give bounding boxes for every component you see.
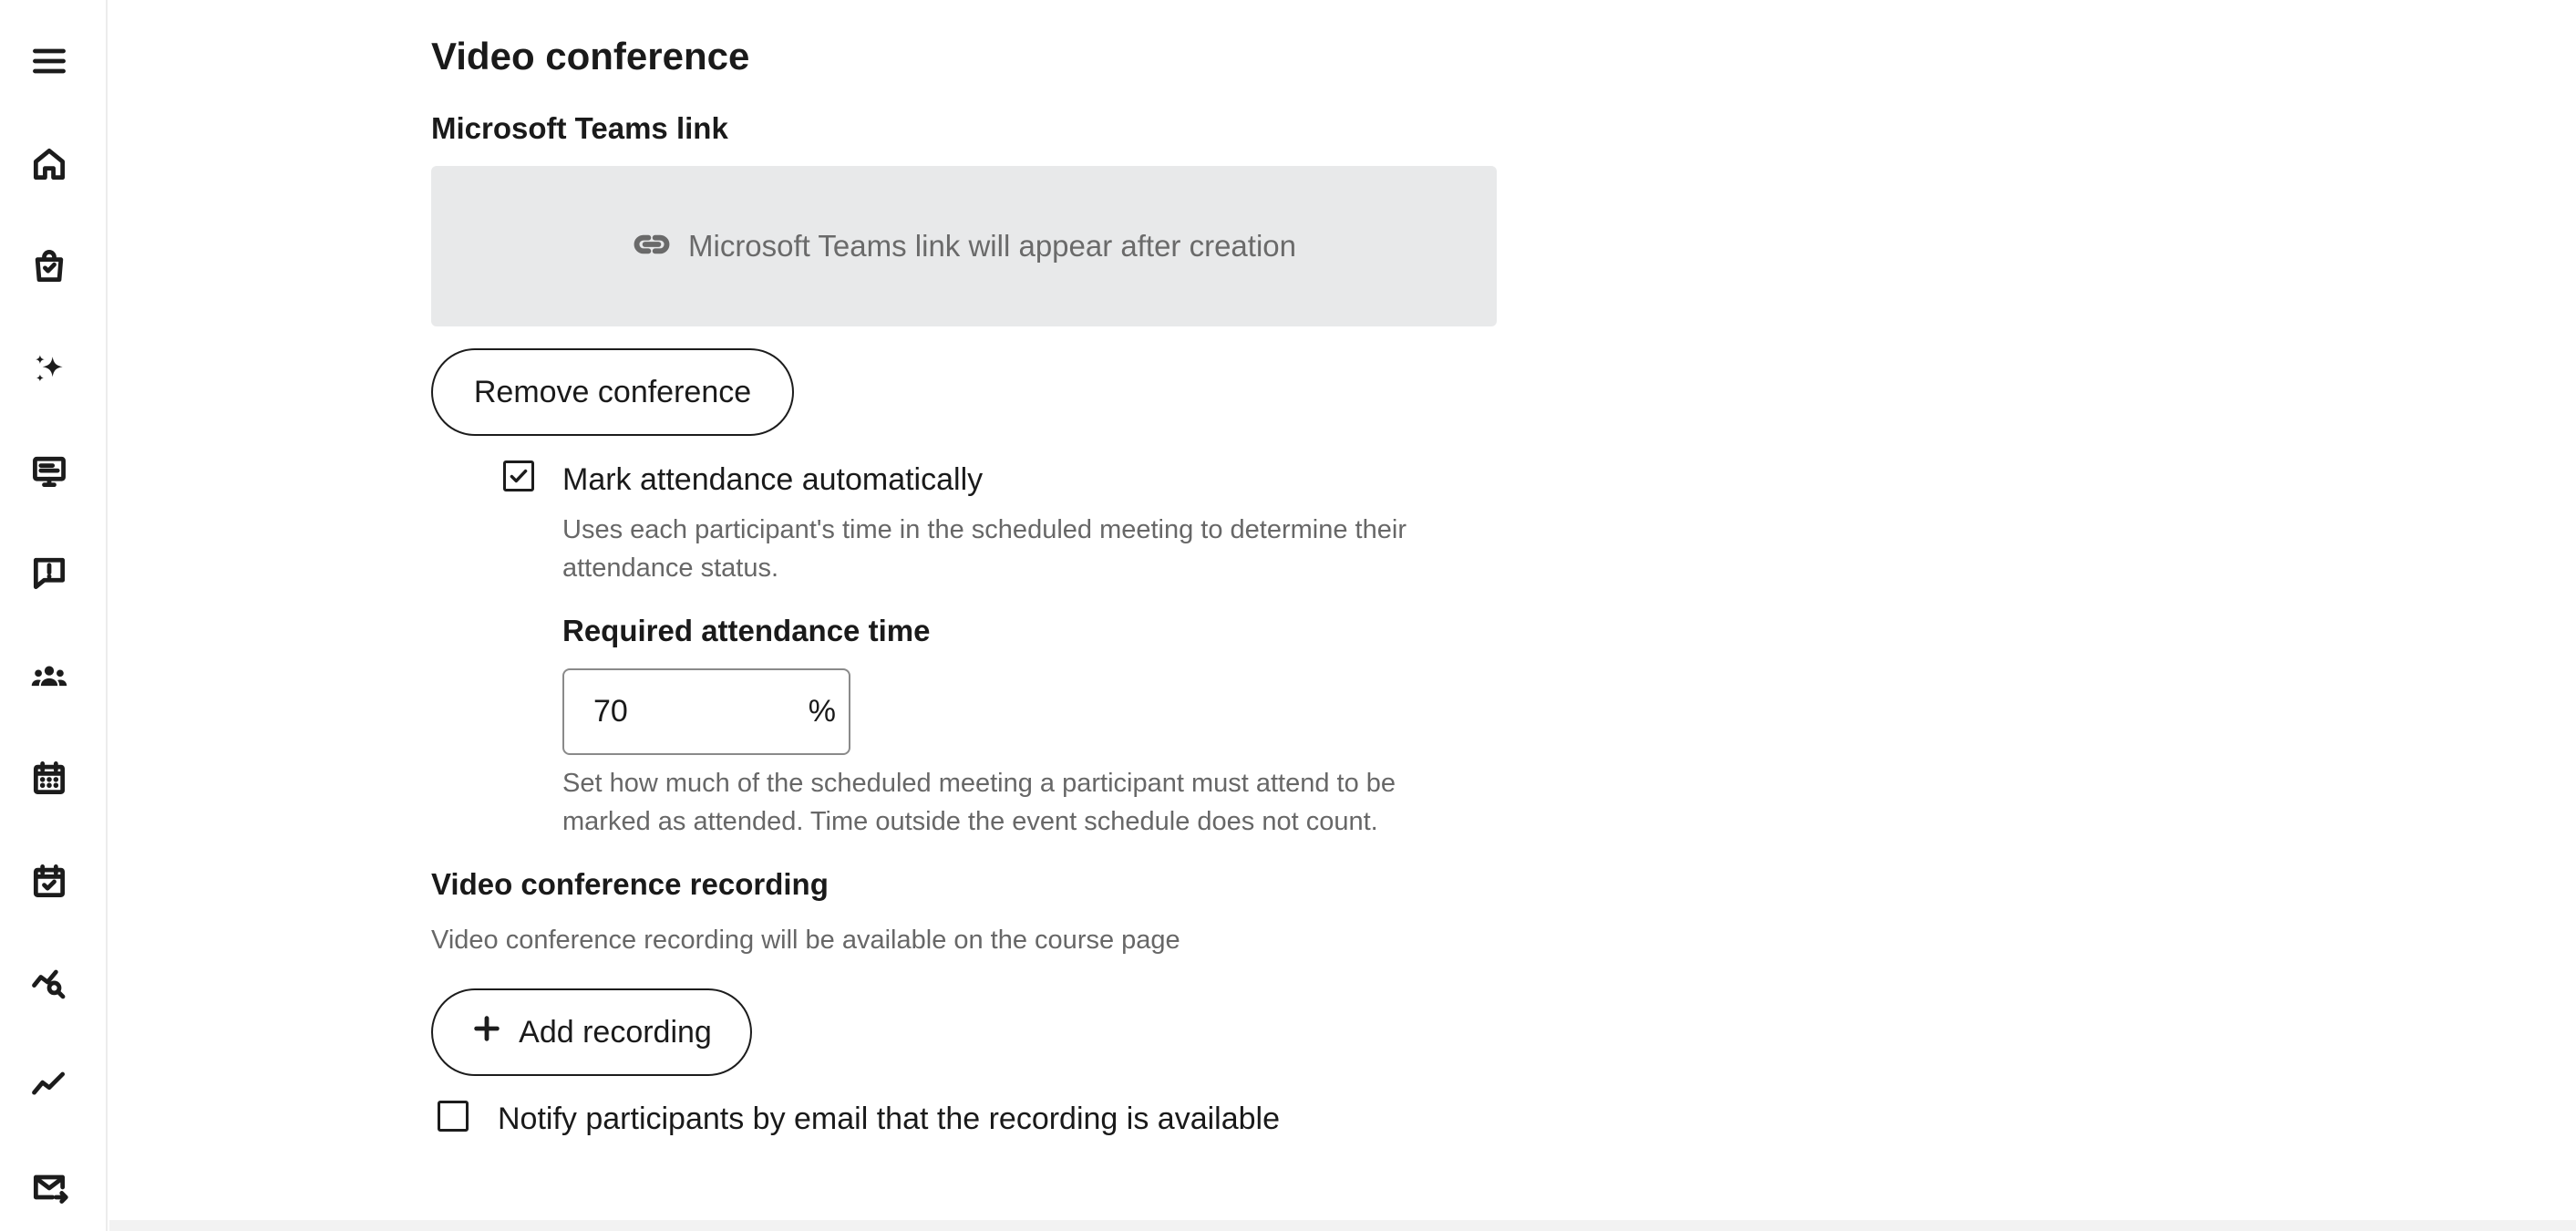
nav-home[interactable]: [20, 135, 78, 193]
analytics-search-icon: [29, 962, 69, 1002]
menu-icon: [29, 41, 69, 81]
required-attendance-field: [562, 668, 850, 755]
notify-participants-checkbox[interactable]: [438, 1101, 469, 1132]
teams-link-heading: Microsoft Teams link: [431, 111, 728, 145]
recording-heading: Video conference recording: [431, 867, 829, 901]
sparkles-icon: [29, 349, 69, 389]
mark-attendance-help: [562, 511, 1406, 587]
home-icon: [29, 144, 69, 184]
nav-calendar[interactable]: [20, 749, 78, 807]
menu-button[interactable]: [20, 32, 78, 90]
teams-link-placeholder-text: Microsoft Teams link will appear after creation: [688, 229, 1296, 263]
mark-attendance-help-line1: Uses each participant's time in the scheduled meeting to determine their: [562, 515, 1406, 544]
nav-presentations[interactable]: [20, 442, 78, 501]
notify-participants-label: Notify participants by email that the recording is available: [498, 1102, 1280, 1136]
add-recording-label: Add recording: [519, 1014, 712, 1050]
mark-attendance-checkbox[interactable]: [503, 460, 534, 491]
shopping-bag-icon: [29, 246, 69, 286]
required-attendance-help: [562, 764, 1396, 841]
recording-help: Video conference recording will be available on the course page: [431, 926, 1180, 955]
percent-suffix: %: [808, 694, 836, 729]
feedback-icon: [29, 553, 69, 593]
nav-schedule[interactable]: [20, 852, 78, 910]
required-attendance-help-line1: Set how much of the scheduled meeting a participant must attend to be: [562, 769, 1396, 798]
required-attendance-input[interactable]: [593, 694, 809, 729]
nav-ai[interactable]: [20, 340, 78, 398]
page-title: Video conference: [431, 35, 750, 78]
nav-shop[interactable]: [20, 237, 78, 295]
nav-feedback[interactable]: [20, 543, 78, 602]
nav-analytics[interactable]: [20, 953, 78, 1011]
nav-reports[interactable]: [20, 1055, 78, 1113]
trend-icon: [29, 1064, 69, 1104]
sidebar-nav: [0, 0, 108, 1231]
mail-forward-icon: [29, 1167, 69, 1207]
required-attendance-heading: Required attendance time: [562, 614, 931, 647]
mark-attendance-label: Mark attendance automatically: [562, 462, 984, 497]
checkmark-icon: [507, 464, 531, 488]
plus-icon: [471, 1013, 502, 1052]
nav-users[interactable]: [20, 647, 78, 706]
presentation-icon: [29, 451, 69, 491]
nav-messages[interactable]: [20, 1158, 78, 1216]
teams-link-placeholder-box: [431, 166, 1497, 326]
mark-attendance-help-line2: attendance status.: [562, 553, 778, 583]
link-icon: [632, 224, 672, 269]
add-recording-button[interactable]: [431, 988, 752, 1076]
footer-divider: [109, 1220, 2576, 1231]
calendar-check-icon: [29, 861, 69, 901]
users-icon: [29, 657, 69, 697]
required-attendance-help-line2: marked as attended. Time outside the event schedule does not count.: [562, 807, 1378, 836]
remove-conference-button[interactable]: Remove conference: [431, 348, 794, 436]
calendar-icon: [29, 758, 69, 798]
